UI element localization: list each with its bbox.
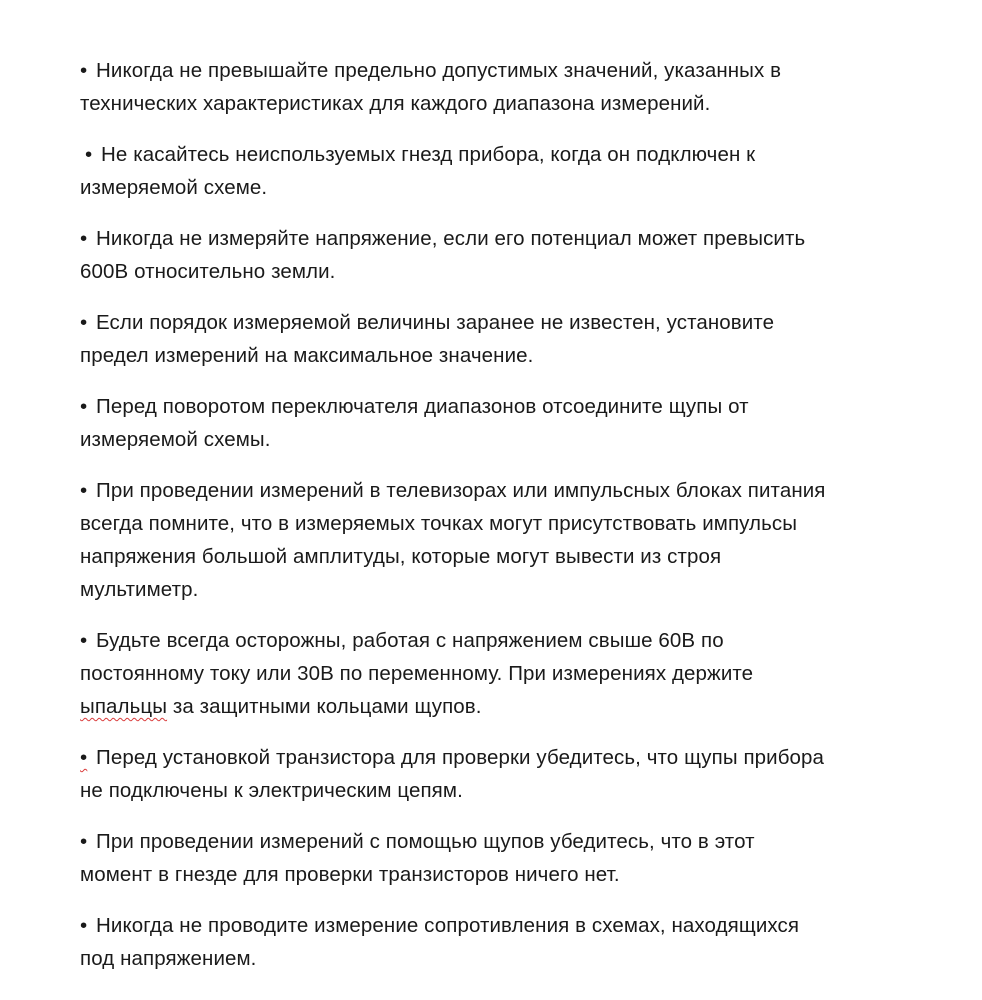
list-item-line: не подключены к электрическим цепям. xyxy=(80,779,463,802)
bullet-icon: • xyxy=(80,59,88,82)
list-item-line: момент в гнезде для проверки транзисторов ничего нет. xyxy=(80,863,620,886)
list-item-line: под напряжением. xyxy=(80,947,257,970)
list-item-line: технических характеристиках для каждого диапазона измерений. xyxy=(80,92,711,115)
list-item xyxy=(80,624,940,723)
list-item xyxy=(80,54,940,120)
spellcheck-flagged-word[interactable]: ыпальцы xyxy=(80,695,168,718)
list-item-line: мультиметр. xyxy=(80,578,199,601)
bullet-icon: • xyxy=(85,143,93,166)
bullet-icon: • xyxy=(80,479,88,502)
bullet-icon: • xyxy=(80,395,88,418)
list-item-line: предел измерений на максимальное значение. xyxy=(80,344,534,367)
bullet-icon: • xyxy=(80,227,88,250)
list-item-line: 600В относительно земли. xyxy=(80,260,336,283)
list-item-line: постоянному току или 30В по переменному. При измерениях держите xyxy=(80,662,754,685)
list-item-line: • Если порядок измеряемой величины заранее не известен, установите xyxy=(80,306,940,339)
list-item-line: ыпальцы за защитными кольцами щупов. xyxy=(80,695,482,718)
list-item xyxy=(80,909,940,975)
list-item-line: • Никогда не проводите измерение сопротивления в схемах, находящихся xyxy=(80,909,940,942)
list-item xyxy=(80,306,940,372)
list-item-line: • Перед поворотом переключателя диапазонов отсоедините щупы от xyxy=(80,390,940,423)
list-item xyxy=(80,474,940,606)
list-item-line: • При проведении измерений в телевизорах или импульсных блоках питания xyxy=(80,474,940,507)
list-item-line: • Не касайтесь неиспользуемых гнезд прибора, когда он подключен к xyxy=(80,138,940,171)
list-item-line: • Перед установкой транзистора для проверки убедитесь, что щупы прибора xyxy=(80,741,940,774)
list-item-line: • При проведении измерений с помощью щупов убедитесь, что в этот xyxy=(80,825,940,858)
list-item-line: напряжения большой амплитуды, которые могут вывести из строя xyxy=(80,545,722,568)
bullet-icon: • xyxy=(80,746,88,769)
list-item-line: • Никогда не превышайте предельно допустимых значений, указанных в xyxy=(80,54,940,87)
bullet-icon: • xyxy=(80,914,88,937)
bullet-icon: • xyxy=(80,629,88,652)
bullet-icon: • xyxy=(80,830,88,853)
list-item xyxy=(80,138,940,204)
safety-instructions-list xyxy=(80,54,940,993)
list-item xyxy=(80,222,940,288)
list-item-line: • Будьте всегда осторожны, работая с напряжением свыше 60В по xyxy=(80,624,940,657)
list-item xyxy=(80,741,940,807)
list-item-line: всегда помните, что в измеряемых точках могут присутствовать импульсы xyxy=(80,512,798,535)
list-item-line: • Никогда не измеряйте напряжение, если его потенциал может превысить xyxy=(80,222,940,255)
list-item-line: измеряемой схеме. xyxy=(80,176,268,199)
list-item xyxy=(80,390,940,456)
list-item xyxy=(80,825,940,891)
list-item-line: измеряемой схемы. xyxy=(80,428,271,451)
bullet-icon: • xyxy=(80,311,88,334)
